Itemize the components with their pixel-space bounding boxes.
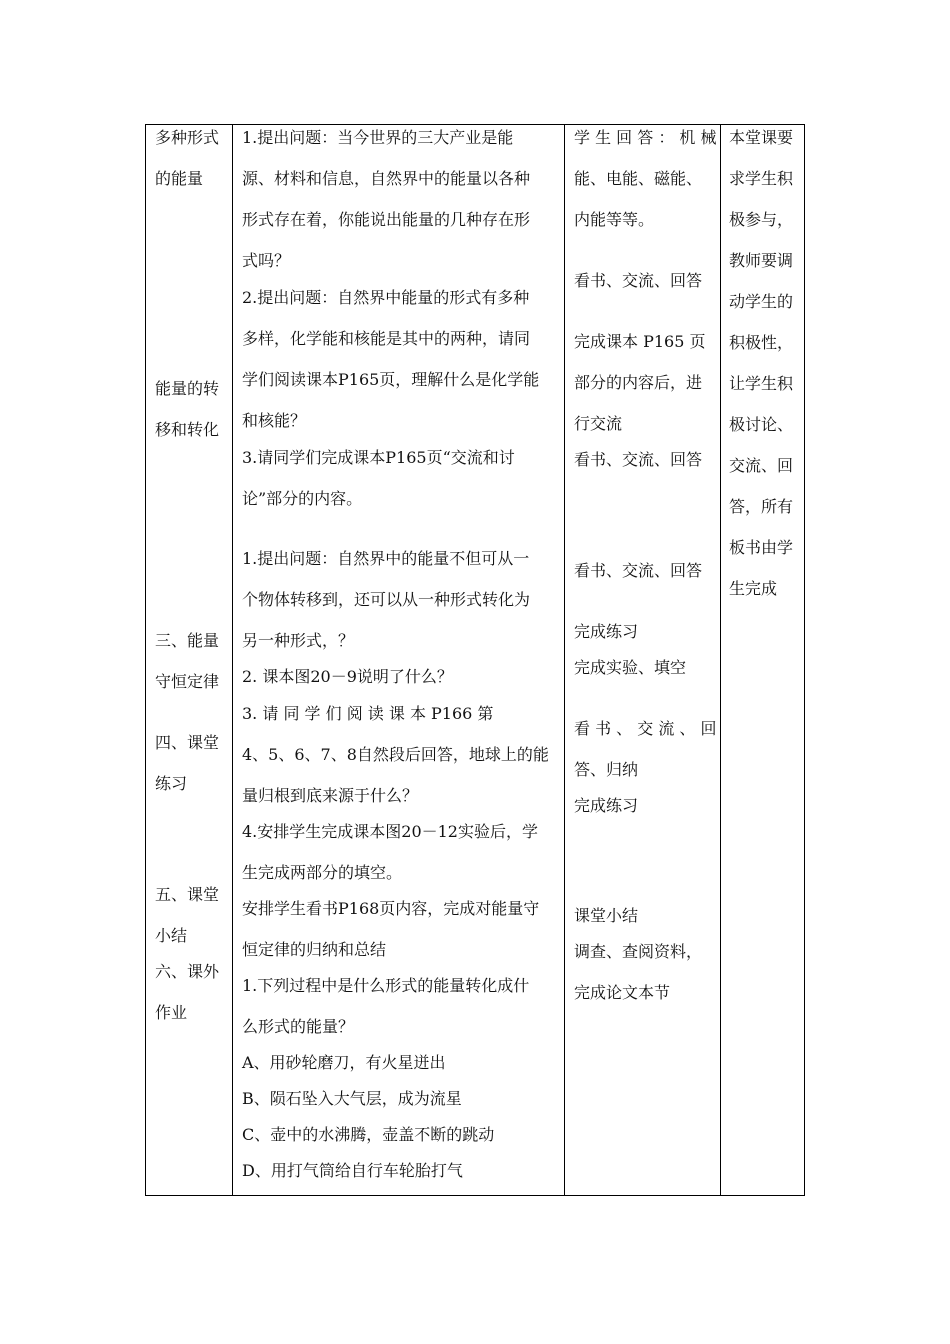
section-label: 三、能量 xyxy=(155,631,220,650)
section-label: 五、课堂 xyxy=(155,885,220,904)
teacher-text-line: A、用砂轮磨刀，有火星迸出 xyxy=(242,1053,446,1072)
teacher-text-line: 学们阅读课本P165页，理解什么是化学能 xyxy=(242,370,540,389)
notes-text-line: 交流、回 xyxy=(729,456,794,475)
section-label: 练习 xyxy=(155,774,188,793)
student-text-line: 完成练习 xyxy=(574,622,639,641)
section-label: 小结 xyxy=(155,926,188,945)
student-text-line: 调查、查阅资料， xyxy=(574,942,703,961)
teacher-text-line: D、用打气筒给自行车轮胎打气 xyxy=(242,1161,463,1180)
student-text-line: 能、电能、磁能、 xyxy=(574,169,703,188)
teacher-text-line: 个物体转移到，还可以从一种形式转化为 xyxy=(242,590,531,609)
teacher-text-line: 源、材料和信息，自然界中的能量以各种 xyxy=(242,169,531,188)
teacher-text-line: C、壶中的水沸腾，壶盖不断的跳动 xyxy=(242,1125,495,1144)
teacher-text-line: 1.提出问题：自然界中的能量不但可从一 xyxy=(242,549,530,568)
student-text-line: 部分的内容后，进 xyxy=(574,373,703,392)
notes-text-line: 答，所有 xyxy=(729,497,794,516)
section-label: 六、课外 xyxy=(155,962,220,981)
teacher-text-line: 形式存在着，你能说出能量的几种存在形 xyxy=(242,210,531,229)
teacher-text-line: 1.提出问题：当今世界的三大产业是能 xyxy=(242,128,514,147)
notes-text-line: 让学生积 xyxy=(729,374,794,393)
teacher-text-line: 2.提出问题：自然界中能量的形式有多种 xyxy=(242,288,530,307)
teacher-text-line: 另一种形式，？ xyxy=(242,631,355,650)
notes-text-line: 积极性， xyxy=(729,333,794,352)
student-text-line: 看书、交流、回答 xyxy=(574,271,703,290)
section-label: 四、课堂 xyxy=(155,733,220,752)
section-label: 的能量 xyxy=(155,169,204,188)
teacher-text-line: 3. 请 同 学 们 阅 读 课 本 P166 第 xyxy=(242,704,494,723)
student-text-line: 完成练习 xyxy=(574,796,639,815)
section-label: 多种形式 xyxy=(155,128,220,147)
section-label: 作业 xyxy=(155,1003,188,1022)
section-label: 移和转化 xyxy=(155,420,220,439)
teacher-text-line: 2. 课本图20－9说明了什么？ xyxy=(242,667,453,686)
notes-text-line: 本堂课要 xyxy=(729,128,794,147)
column-divider xyxy=(232,125,233,1195)
notes-text-line: 板书由学 xyxy=(729,538,794,557)
teacher-text-line: 和核能？ xyxy=(242,411,307,430)
student-text-line: 完成论文本节 xyxy=(574,983,671,1002)
teacher-text-line: 多样，化学能和核能是其中的两种，请同 xyxy=(242,329,531,348)
teacher-text-line: 1.下列过程中是什么形式的能量转化成什 xyxy=(242,976,530,995)
student-text-line: 看书、交流、回答 xyxy=(574,450,703,469)
teacher-text-line: 量归根到底来源于什么？ xyxy=(242,786,419,805)
student-text-line: 答、归纳 xyxy=(574,760,639,779)
teacher-text-line: 么形式的能量？ xyxy=(242,1017,355,1036)
notes-text-line: 极讨论、 xyxy=(729,415,794,434)
student-text-line: 完成实验、填空 xyxy=(574,658,687,677)
notes-text-line: 教师要调 xyxy=(729,251,794,270)
section-label: 守恒定律 xyxy=(155,672,220,691)
notes-text-line: 求学生积 xyxy=(729,169,794,188)
column-divider xyxy=(564,125,565,1195)
student-text-line: 看书、交流、回答 xyxy=(574,561,703,580)
teacher-text-line: 恒定律的归纳和总结 xyxy=(242,940,387,959)
notes-text-line: 极参与， xyxy=(729,210,794,229)
student-text-line: 内能等等。 xyxy=(574,210,655,229)
teacher-text-line: 4.安排学生完成课本图20－12实验后，学 xyxy=(242,822,538,841)
teacher-text-line: 论”部分的内容。 xyxy=(242,489,363,508)
student-text-line: 课堂小结 xyxy=(574,906,639,925)
student-text-line: 完成课本 P165 页 xyxy=(574,332,706,351)
student-text-line: 学 生 回 答 ： 机 械 xyxy=(574,128,717,147)
notes-text-line: 动学生的 xyxy=(729,292,794,311)
notes-text-line: 生完成 xyxy=(729,579,778,598)
teacher-text-line: B、陨石坠入大气层，成为流星 xyxy=(242,1089,462,1108)
teacher-text-line: 生完成两部分的填空。 xyxy=(242,863,403,882)
section-label: 能量的转 xyxy=(155,379,220,398)
student-text-line: 看 书 、 交 流 、 回 xyxy=(574,719,717,738)
teacher-text-line: 安排学生看书P168页内容，完成对能量守 xyxy=(242,899,540,918)
teacher-text-line: 3.请同学们完成课本P165页“交流和讨 xyxy=(242,448,515,467)
column-divider xyxy=(720,125,721,1195)
teacher-text-line: 式吗？ xyxy=(242,251,291,270)
teacher-text-line: 4、5、6、7、8自然段后回答，地球上的能 xyxy=(242,745,549,764)
student-text-line: 行交流 xyxy=(574,414,623,433)
